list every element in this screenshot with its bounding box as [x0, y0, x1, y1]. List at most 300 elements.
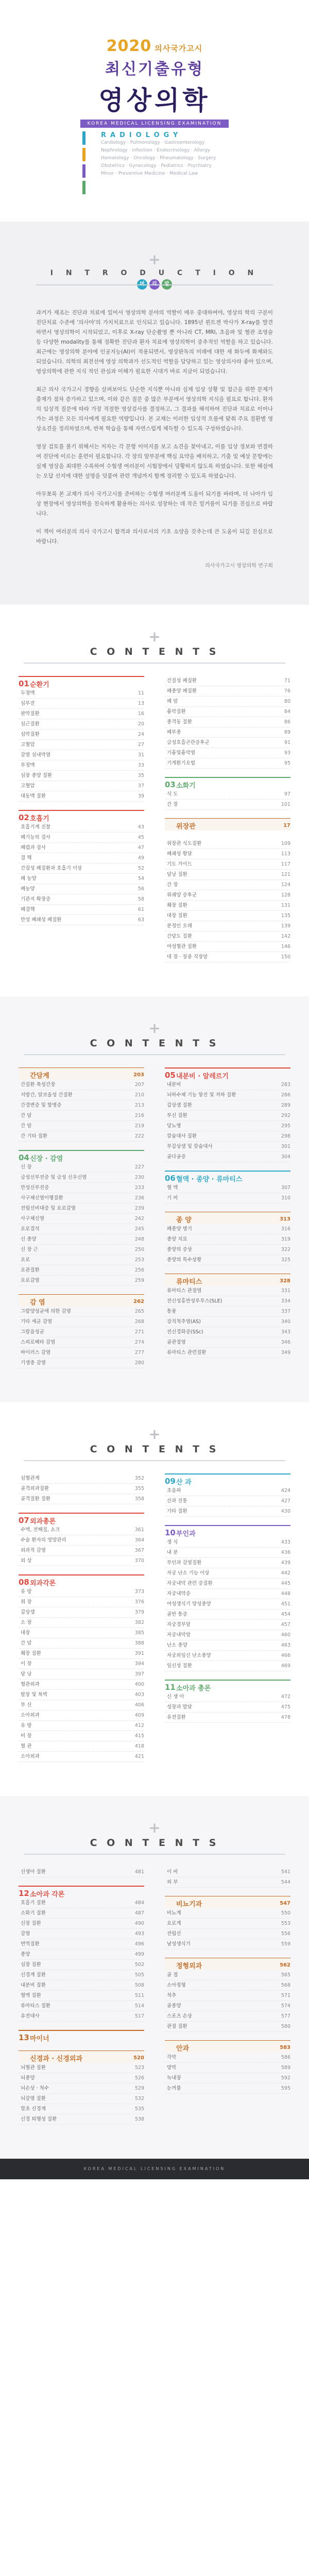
cover-color-bars	[82, 131, 93, 198]
contents-item[interactable]	[19, 1919, 144, 1929]
contents-item[interactable]	[19, 1597, 144, 1607]
chapter-name: 호흡기	[30, 815, 49, 823]
contents-item[interactable]	[165, 849, 290, 859]
contents-item[interactable]	[165, 697, 290, 707]
chapter-heading[interactable]	[19, 1150, 144, 1162]
contents-item-page: 379	[134, 1609, 144, 1615]
contents-item[interactable]	[19, 1173, 144, 1183]
contents-item[interactable]	[19, 740, 144, 750]
chapter-heading[interactable]	[165, 2040, 290, 2053]
chapter-heading[interactable]	[19, 1067, 144, 1080]
contents-item[interactable]	[19, 1700, 144, 1710]
contents-item[interactable]	[19, 2011, 144, 2022]
chapter-number: 06	[165, 1174, 176, 1183]
contents-item[interactable]	[19, 1731, 144, 1741]
contents-item-title: 간 담	[21, 1113, 32, 1118]
contents-item-title: 부갑상샘 및 칼슘대사	[167, 1144, 213, 1149]
contents-item[interactable]	[165, 1131, 290, 1142]
contents-item[interactable]	[165, 1080, 290, 1090]
contents-item[interactable]	[165, 1121, 290, 1131]
contents-item[interactable]	[165, 789, 290, 800]
contents-item[interactable]	[19, 688, 144, 699]
contents-item[interactable]	[19, 1752, 144, 1762]
contents-item[interactable]	[19, 1618, 144, 1628]
radiology-lines	[101, 139, 286, 178]
contents-item[interactable]	[165, 1142, 290, 1152]
chapter-heading[interactable]	[19, 2050, 144, 2063]
contents-item[interactable]	[19, 1111, 144, 1121]
contents-item-page: 277	[134, 1350, 144, 1355]
contents-item-title: 골격질환 질환	[21, 1496, 51, 1502]
contents-item[interactable]	[165, 911, 290, 921]
contents-item[interactable]	[19, 750, 144, 760]
contents-item[interactable]	[165, 1867, 290, 1877]
contents-item-page: 523	[134, 2065, 144, 2071]
contents-item-title: 부정맥	[21, 762, 35, 768]
contents-item-title: 자궁내막증	[167, 1591, 191, 1597]
contents-item[interactable]	[19, 843, 144, 853]
contents-item-page: 490	[134, 1921, 144, 1926]
chapter-heading[interactable]	[165, 1473, 290, 1486]
contents-item[interactable]	[165, 1286, 290, 1296]
chapter-heading[interactable]	[165, 1212, 290, 1224]
contents-item-title: 기계환기요법	[167, 760, 196, 766]
contents-item[interactable]	[19, 1265, 144, 1276]
contents-item[interactable]	[19, 1121, 144, 1131]
contents-item[interactable]	[165, 1661, 290, 1671]
contents-item[interactable]	[19, 760, 144, 771]
contents-item[interactable]	[19, 1607, 144, 1618]
chapter-heading[interactable]	[165, 1896, 290, 1908]
contents-item[interactable]	[165, 1255, 290, 1265]
contents-item[interactable]	[165, 1877, 290, 1888]
contents-item[interactable]	[19, 709, 144, 719]
contents-item[interactable]	[165, 1234, 290, 1245]
contents-item[interactable]	[165, 2063, 290, 2073]
contents-item[interactable]	[165, 1317, 290, 1327]
chapter-heading[interactable]	[19, 1574, 144, 1587]
contents-item[interactable]	[19, 1970, 144, 1980]
contents-item[interactable]	[19, 719, 144, 730]
contents-item[interactable]	[165, 1537, 290, 1548]
contents-item-page: 16	[138, 711, 144, 717]
contents-item[interactable]	[165, 839, 290, 849]
contents-item-page: 355	[134, 1486, 144, 1492]
contents-item-page: 80	[284, 699, 290, 704]
contents-item[interactable]	[165, 2083, 290, 2094]
contents-item-page: 589	[281, 2065, 290, 2071]
contents-item[interactable]	[19, 822, 144, 833]
contents-item-title: 간 암	[21, 1123, 32, 1129]
chapter-heading[interactable]	[19, 1886, 144, 1898]
contents-item[interactable]	[165, 1579, 290, 1589]
contents-item-title: 초음파	[167, 1488, 181, 1494]
contents-item-page: 56	[138, 886, 144, 892]
contents-item[interactable]	[165, 1548, 290, 1558]
contents-item-title: 만성신부전증	[21, 1185, 49, 1191]
chapter-heading[interactable]	[19, 810, 144, 822]
contents-item-title: 남성생식기	[167, 1941, 191, 1947]
contents-item[interactable]	[165, 1193, 290, 1204]
contents-item[interactable]	[19, 1317, 144, 1327]
contents-item-title: 위궤양 증후군	[167, 892, 197, 898]
contents-item[interactable]	[165, 1486, 290, 1496]
contents-item[interactable]	[19, 2073, 144, 2083]
contents-item-page: 361	[134, 1527, 144, 1533]
contents-item[interactable]	[19, 2063, 144, 2073]
contents-item[interactable]	[165, 870, 290, 880]
chapter-name: 내분비 · 알레르기	[176, 1072, 229, 1080]
contents-item[interactable]	[19, 1950, 144, 1960]
chapter-heading[interactable]	[19, 1294, 144, 1307]
contents-item[interactable]	[19, 1337, 144, 1348]
contents-item[interactable]	[165, 2022, 290, 2032]
contents-item-page: 61	[138, 907, 144, 912]
contents-item-page: 364	[134, 1537, 144, 1543]
chapter-heading[interactable]	[165, 777, 290, 789]
contents-item[interactable]	[165, 1980, 290, 1991]
contents-item-page: 150	[281, 954, 290, 960]
contents-item-page: 532	[134, 2096, 144, 2102]
contents-item-page: 367	[134, 1548, 144, 1553]
contents-item[interactable]	[19, 2104, 144, 2114]
contents-item[interactable]	[165, 1630, 290, 1640]
contents-item[interactable]	[19, 2114, 144, 2125]
contents-item[interactable]	[19, 874, 144, 884]
chapter-number: 04	[19, 1153, 29, 1162]
contents-item-page: 319	[281, 1236, 290, 1242]
contents-item[interactable]	[19, 1162, 144, 1173]
chapter-heading[interactable]	[19, 2030, 144, 2042]
contents-item[interactable]	[19, 1276, 144, 1286]
contents-item[interactable]	[19, 1980, 144, 1991]
contents-item[interactable]	[165, 952, 290, 962]
intro-title: I N T R O D U C T I O N	[50, 269, 259, 277]
contents-item[interactable]	[165, 1496, 290, 1506]
contents-title: C O N T E N T S	[90, 1038, 219, 1049]
contents-item[interactable]	[19, 905, 144, 915]
chapter-heading[interactable]	[165, 1274, 290, 1286]
contents-item-page: 301	[281, 1144, 290, 1149]
chapter-heading[interactable]	[165, 1171, 290, 1183]
contents-item[interactable]	[165, 2011, 290, 2022]
contents-item[interactable]	[165, 1327, 290, 1337]
contents-item[interactable]	[165, 1090, 290, 1100]
contents-item[interactable]	[165, 2073, 290, 2083]
contents-item-page: 280	[134, 1360, 144, 1366]
contents-item[interactable]	[19, 1867, 144, 1877]
contents-item[interactable]	[165, 1651, 290, 1661]
contents-item[interactable]	[165, 859, 290, 870]
contents-item[interactable]	[19, 1908, 144, 1919]
contents-item[interactable]	[19, 1721, 144, 1731]
cover-color-bar	[82, 164, 85, 178]
chapter-heading[interactable]	[19, 676, 144, 688]
contents-item-page: 233	[134, 1185, 144, 1191]
contents-item-title: 간질성 폐질환과 호흡기 이상	[21, 866, 82, 871]
chapter-block	[19, 1574, 144, 1762]
contents-item[interactable]	[165, 1224, 290, 1234]
contents-item[interactable]	[19, 1090, 144, 1100]
contents-item[interactable]	[165, 1702, 290, 1713]
contents-item-title: 관절 질환	[167, 2024, 187, 2029]
contents-item[interactable]	[165, 676, 290, 686]
chapter-block	[165, 818, 290, 831]
contents-item[interactable]	[165, 1640, 290, 1651]
contents-item[interactable]	[19, 1348, 144, 1358]
chapter-heading[interactable]	[165, 1067, 290, 1080]
contents-item[interactable]	[165, 686, 290, 697]
cover-color-bar	[82, 181, 85, 194]
contents-item[interactable]	[165, 880, 290, 890]
contents-item-title: 간경변증 및 합병증	[21, 1103, 62, 1108]
contents-item[interactable]	[19, 1183, 144, 1193]
contents-item[interactable]	[19, 2083, 144, 2094]
contents-item[interactable]	[165, 1568, 290, 1579]
contents-item[interactable]	[165, 1183, 290, 1193]
contents-item-title: 간 장	[167, 882, 178, 888]
contents-item[interactable]	[19, 1100, 144, 1111]
intro-body	[36, 308, 273, 547]
contents-item[interactable]	[19, 1556, 144, 1566]
contents-item[interactable]	[165, 931, 290, 942]
contents-item[interactable]	[165, 1100, 290, 1111]
contents-item-title: 전립선비대증 및 요로감염	[21, 1206, 76, 1211]
contents-item[interactable]	[19, 1473, 144, 1484]
contents-item[interactable]	[165, 1991, 290, 2001]
contents-item[interactable]	[165, 942, 290, 952]
contents-item[interactable]	[19, 1960, 144, 1970]
contents-item[interactable]	[165, 1348, 290, 1358]
contents-item[interactable]	[19, 1193, 144, 1204]
contents-item-page: 213	[134, 1103, 144, 1108]
contents-item[interactable]	[165, 1337, 290, 1348]
contents-item[interactable]	[19, 1494, 144, 1504]
contents-item-title: 골다공증	[167, 1154, 186, 1160]
contents-item-page: 505	[134, 1972, 144, 1978]
chapter-heading[interactable]	[165, 1680, 290, 1692]
contents-item[interactable]	[19, 1131, 144, 1142]
cover-subtitle: 최신기출유형	[105, 60, 204, 78]
contents-item[interactable]	[19, 1638, 144, 1649]
contents-item[interactable]	[19, 1224, 144, 1234]
contents-item[interactable]	[19, 1991, 144, 2001]
contents-item[interactable]	[19, 1649, 144, 1659]
contents-item-page: 472	[281, 1694, 290, 1700]
contents-item[interactable]	[165, 1245, 290, 1255]
contents-item-title: 신 생 아	[167, 1694, 184, 1700]
contents-item[interactable]	[19, 1690, 144, 1700]
contents-item[interactable]	[19, 863, 144, 874]
contents-item-title: 척추	[167, 1993, 177, 1998]
chapter-block	[165, 676, 290, 769]
contents-item[interactable]	[19, 1234, 144, 1245]
contents-item[interactable]	[19, 2001, 144, 2011]
contents-item[interactable]	[165, 738, 290, 748]
contents-item[interactable]	[165, 1713, 290, 1723]
contents-item[interactable]	[165, 727, 290, 738]
contents-item-page: 230	[134, 1175, 144, 1180]
contents-item[interactable]	[19, 1680, 144, 1690]
contents-item[interactable]	[165, 1919, 290, 1929]
contents-item[interactable]	[165, 707, 290, 717]
contents-item[interactable]	[165, 1692, 290, 1702]
contents-item[interactable]	[19, 1659, 144, 1669]
contents-item-title: 신생아 질환	[21, 1869, 46, 1875]
contents-item[interactable]	[19, 1358, 144, 1368]
contents-item[interactable]	[165, 1152, 290, 1162]
contents-item-title: 당뇨병	[167, 1123, 181, 1129]
cover-band: KOREA MEDICAL LICENSING EXAMINATION	[80, 120, 229, 128]
contents-item[interactable]	[165, 1589, 290, 1599]
contents-item[interactable]	[19, 853, 144, 863]
contents-item[interactable]	[19, 1307, 144, 1317]
contents-item-title: 전신성홍반성루푸스(SLE)	[167, 1298, 222, 1304]
contents-item-title: 감염 심내막염	[21, 752, 51, 758]
contents-item[interactable]	[165, 758, 290, 769]
contents-column-left	[19, 676, 144, 971]
contents-item[interactable]	[19, 771, 144, 781]
contents-item[interactable]	[19, 1741, 144, 1752]
contents-item[interactable]	[19, 781, 144, 791]
contents-item[interactable]	[165, 1939, 290, 1950]
contents-item[interactable]	[19, 1939, 144, 1950]
contents-item-title: 고혈압	[21, 742, 35, 748]
contents-item[interactable]	[165, 890, 290, 901]
contents-item[interactable]	[19, 1484, 144, 1494]
contents-item-title: 위 장	[21, 1599, 32, 1605]
contents-item[interactable]	[19, 1327, 144, 1337]
contents-item-title: 자궁 난소 기능 이상	[167, 1570, 210, 1576]
contents-item[interactable]	[19, 1525, 144, 1535]
contents-item-title: 탈장 및 복벽	[21, 1692, 47, 1698]
contents-item[interactable]	[19, 1204, 144, 1214]
chapter-heading[interactable]	[19, 1513, 144, 1525]
contents-item[interactable]	[19, 1245, 144, 1255]
contents-item[interactable]	[165, 901, 290, 911]
contents-item-page: 394	[134, 1661, 144, 1667]
contents-item-title: 호흡기계 진찰	[21, 824, 51, 830]
contents-wrapper	[0, 605, 309, 2159]
contents-item-page: 571	[281, 1993, 290, 1998]
chapter-block	[165, 1525, 290, 1671]
contents-item[interactable]	[19, 833, 144, 843]
contents-item[interactable]	[19, 1929, 144, 1939]
contents-item[interactable]	[165, 1296, 290, 1307]
contents-item[interactable]	[19, 1255, 144, 1265]
contents-item[interactable]	[19, 1628, 144, 1638]
contents-item[interactable]	[165, 1970, 290, 1980]
contents-item[interactable]	[165, 2053, 290, 2063]
intro-paragraph: 최근 의사 국가고시 경향을 살펴보아도 단순한 지식뿐 아니라 실제 임상 상황 및 접근을 위한 문제가 출제가 점차 증가하고 있으며, 이와 같은 질문 중 많은 부분에서 영상의학 지식을 필요로 합니다. 환자의 임상적 질문에 따라 가장 적절한 영상검사를 결정하고, 그 결과를 해석하여 진단과 치료로 이어나가는 과정은 모든 의사에게 필요한 역량입니다. 본 교재는 이러한 임상적 흐름에 맞춰 주요 질환별 영상소견을 정리하였으며, 반복 학습을 통해 자연스럽게 체득할 수 있도록 구성하였습니다.	[36, 386, 273, 432]
contents-item-page: 415	[134, 1733, 144, 1739]
contents-item-page: 33	[138, 762, 144, 768]
contents-item[interactable]	[165, 717, 290, 727]
contents-item-page: 58	[138, 896, 144, 902]
contents-item-page: 487	[134, 1910, 144, 1916]
radiology-block	[101, 131, 286, 178]
chapter-heading[interactable]	[165, 1958, 290, 1970]
chapter-block	[165, 1171, 290, 1204]
introduction-section	[0, 222, 309, 605]
contents-item[interactable]	[19, 791, 144, 802]
contents-page	[0, 1402, 309, 1796]
contents-item-page: 469	[281, 1663, 290, 1669]
contents-divider	[24, 1854, 285, 1855]
contents-item-title: 유전대사	[21, 2013, 40, 2019]
contents-item-title: 스피로헤타 감염	[21, 1340, 56, 1345]
contents-item[interactable]	[165, 1506, 290, 1517]
contents-item-title: 결 핵	[21, 855, 32, 861]
contents-item[interactable]	[165, 921, 290, 931]
contents-item[interactable]	[19, 1710, 144, 1721]
contents-item[interactable]	[165, 1609, 290, 1620]
contents-item-title: 신 장	[21, 1164, 32, 1170]
contents-item[interactable]	[165, 1599, 290, 1609]
contents-item[interactable]	[165, 1620, 290, 1630]
contents-item[interactable]	[165, 1908, 290, 1919]
contents-item[interactable]	[165, 1929, 290, 1939]
chapter-number: 11	[165, 1683, 176, 1692]
contents-item-title: 위장관 식도질환	[167, 841, 202, 846]
contents-item[interactable]	[165, 748, 290, 758]
contents-item[interactable]	[19, 699, 144, 709]
contents-item[interactable]	[19, 1546, 144, 1556]
contents-item[interactable]	[165, 800, 290, 810]
contents-item[interactable]	[19, 1898, 144, 1908]
contents-item-title: 여성생식기 양성종양	[167, 1601, 211, 1607]
contents-item-page: 448	[281, 1591, 290, 1597]
contents-item[interactable]	[19, 1080, 144, 1090]
contents-item[interactable]	[19, 1669, 144, 1680]
contents-item[interactable]	[165, 1111, 290, 1121]
contents-item-page: 517	[134, 2013, 144, 2019]
contents-item-title: 신경계 질환	[21, 1972, 46, 1978]
contents-item-title: 뇌감염 질환	[21, 2096, 46, 2102]
contents-item-page: 577	[281, 2013, 290, 2019]
contents-item-title: 심부전	[21, 701, 35, 706]
contents-item-page: 508	[134, 1982, 144, 1988]
contents-item-page: 529	[134, 2086, 144, 2091]
contents-item[interactable]	[19, 730, 144, 740]
chapter-heading[interactable]	[165, 818, 290, 831]
chapter-block	[165, 1212, 290, 1265]
contents-item[interactable]	[19, 2094, 144, 2104]
contents-item-page: 526	[134, 2075, 144, 2081]
contents-item-title: 급성신부전증 및 급성 신우신염	[21, 1175, 87, 1180]
contents-item-title: 이 비	[167, 1869, 178, 1875]
contents-item-page: 256	[134, 1267, 144, 1273]
contents-item[interactable]	[19, 1587, 144, 1597]
contents-item[interactable]	[19, 1214, 144, 1224]
contents-item[interactable]	[19, 884, 144, 894]
contents-item[interactable]	[165, 1558, 290, 1568]
contents-item[interactable]	[165, 2001, 290, 2011]
contents-item[interactable]	[165, 1307, 290, 1317]
contents-item-page: 376	[134, 1599, 144, 1605]
contents-item-page: 499	[134, 1952, 144, 1957]
contents-item-page: 340	[281, 1319, 290, 1325]
chapter-name: 간담계	[30, 1072, 49, 1080]
contents-item-page: 248	[134, 1236, 144, 1242]
contents-item[interactable]	[19, 894, 144, 905]
contents-item-page: 382	[134, 1620, 144, 1625]
contents-item-page: 595	[281, 2086, 290, 2091]
contents-item[interactable]	[19, 915, 144, 925]
contents-item-title: 요로감염	[21, 1278, 40, 1283]
chapter-heading[interactable]	[165, 1525, 290, 1537]
contents-item[interactable]	[19, 1535, 144, 1546]
